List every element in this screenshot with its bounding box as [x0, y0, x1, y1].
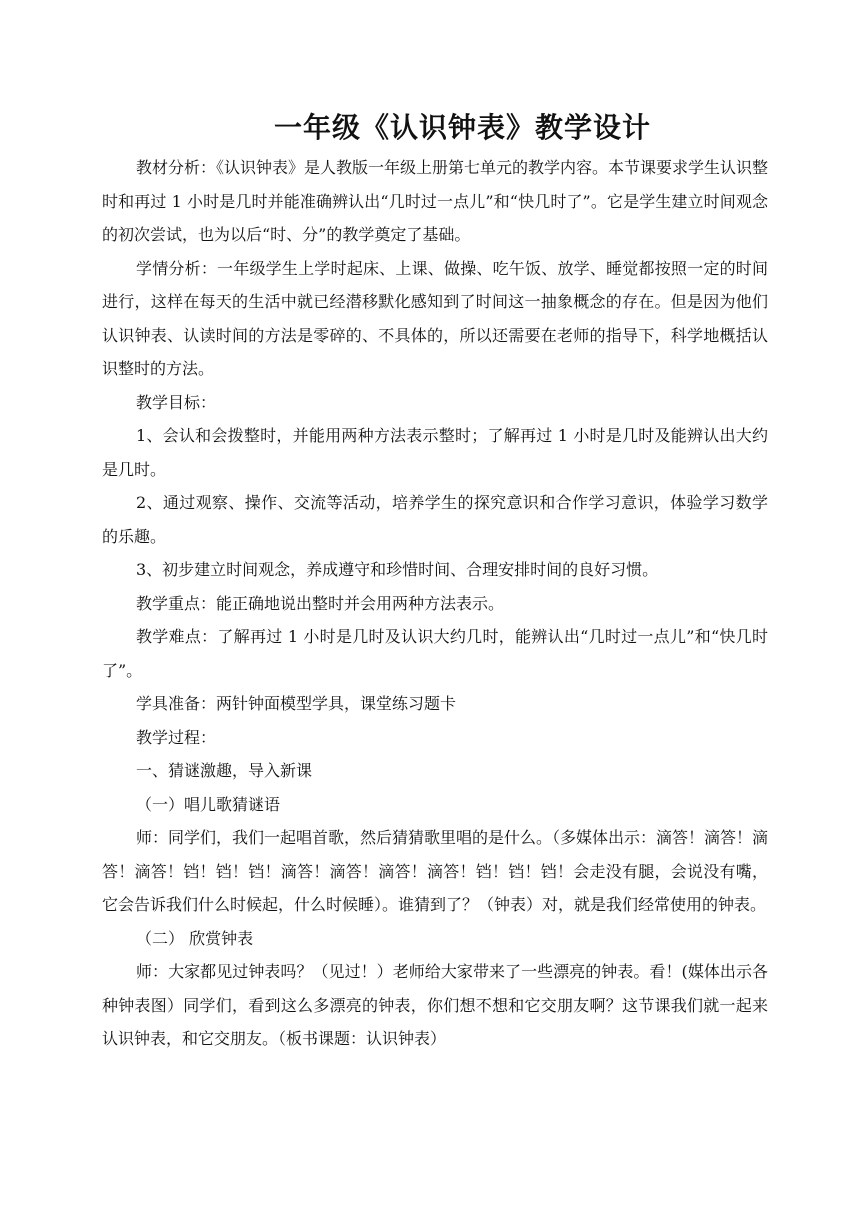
- paragraph-goal-1: 1、会认和会拨整时，并能用两种方法表示整时；了解再过 1 小时是几时及能辨认出大约是几时。: [102, 426, 768, 479]
- paragraph-goal-3: 3、初步建立时间观念，养成遵守和珍惜时间、合理安排时间的良好习惯。: [136, 560, 659, 579]
- section-heading-1: 一、猜谜激趣，导入新课: [136, 761, 313, 780]
- subsection-heading-1: （一）唱儿歌猜谜语: [136, 794, 281, 814]
- paragraph-goal-2: 2、通过观察、操作、交流等活动，培养学生的探究意识和合作学习意识，体验学习数学的乐趣。: [102, 493, 768, 546]
- paragraph-riddle: 师：同学们，我们一起唱首歌，然后猜猜歌里唱的是什么。（多媒体出示：滴答！滴答！滴答！滴答！铛！铛！铛！滴答！滴答！滴答！滴答！铛！铛！铛！会走没有腿，会说没有嘴，它会告诉我们什么时候起，什么时候睡）。谁猜到了？（钟表）对，就是我们经常使用的钟表。: [102, 828, 769, 914]
- paragraph-student-analysis: 学情分析：一年级学生上学时起床、上课、做操、吃午饭、放学、睡觉都按照一定的时间进行，这样在每天的生活中就已经潜移默化感知到了时间这一抽象概念的存在。但是因为他们认识钟表、认读时间的方法是零碎的、不具体的，所以还需要在老师的指导下，科学地概括认识整时的方法。: [102, 258, 768, 378]
- document-page: [102, 105, 768, 1056]
- paragraph-difficult-points: 教学难点：了解再过 1 小时是几时及认识大约几时，能辨认出“几时过一点儿”和“快几时了”。: [102, 627, 768, 680]
- paragraph-appreciate-clocks: 师：大家都见过钟表吗？（见过！）老师给大家带来了一些漂亮的钟表。看！(媒体出示各种钟表图）同学们，看到这么多漂亮的钟表，你们想不想和它交朋友啊？这节课我们就一起来认识钟表，和它交朋友。（板书课题：认识钟表）: [102, 962, 768, 1048]
- document-title: 一年级《认识钟表》教学设计: [274, 111, 652, 144]
- paragraph-key-points: 教学重点：能正确地说出整时并会用两种方法表示。: [136, 593, 505, 613]
- paragraph-process-heading: 教学过程：: [136, 727, 217, 747]
- subsection-heading-2: （二） 欣赏钟表: [136, 928, 254, 948]
- paragraph-materials: 学具准备：两针钟面模型学具，课堂练习题卡: [136, 694, 457, 713]
- paragraph-textbook-analysis: 教材分析：《认识钟表》是人教版一年级上册第七单元的教学内容。本节课要求学生认识整时和再过 1 小时是几时并能准确辨认出“几时过一点儿”和“快几时了”。它是学生建立时间观念的初次尝试，也为以后“时、分”的教学奠定了基础。: [102, 158, 769, 244]
- paragraph-teaching-goals-heading: 教学目标：: [136, 392, 217, 412]
